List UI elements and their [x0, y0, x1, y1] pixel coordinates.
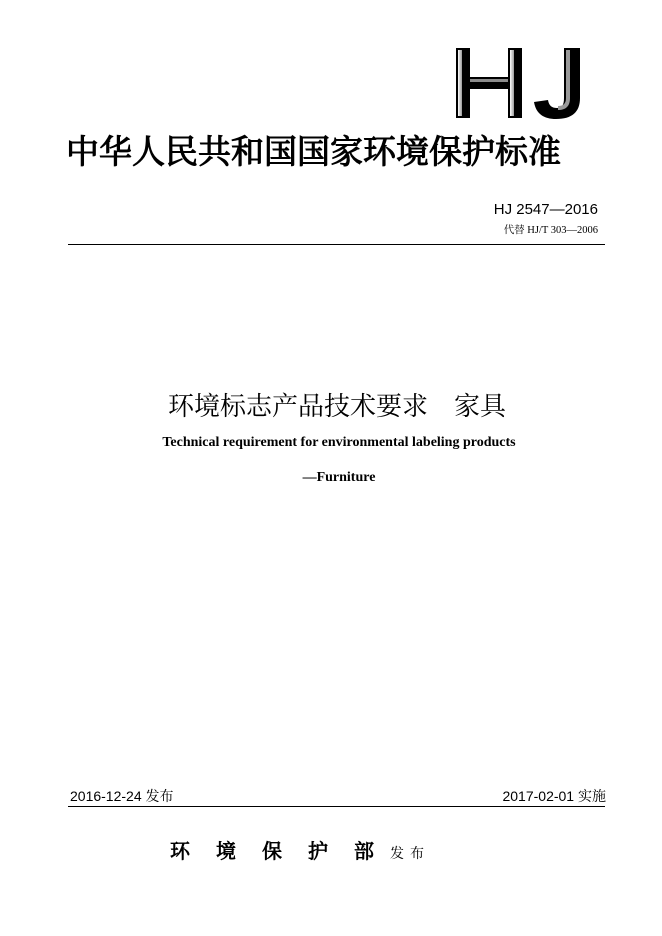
hj-logo-j-letter: [534, 48, 580, 119]
subtitle-english: —Furniture: [302, 470, 376, 485]
org-title: 中华人民共和国国家环境保护标准: [66, 132, 561, 171]
replaces-standard: 代替 HJ/T 303—2006: [503, 225, 598, 236]
top-divider: [68, 244, 605, 245]
title-english: Technical requirement for environmental labeling products: [162, 435, 516, 450]
issuer: [170, 835, 430, 864]
hj-logo-h-letter: [456, 48, 522, 118]
title-chinese: 环境标志产品技术要求 家具: [167, 392, 506, 422]
issuer-suffix: 发布: [390, 846, 430, 862]
hj-logo: [452, 44, 592, 122]
implementation-date: 2017-02-01 实施: [502, 788, 606, 804]
standard-number: HJ 2547—2016: [493, 201, 598, 218]
bottom-divider: [68, 806, 605, 807]
issue-date: 2016-12-24 发布: [70, 788, 174, 804]
issuer-name: 环境保护部: [170, 839, 400, 863]
